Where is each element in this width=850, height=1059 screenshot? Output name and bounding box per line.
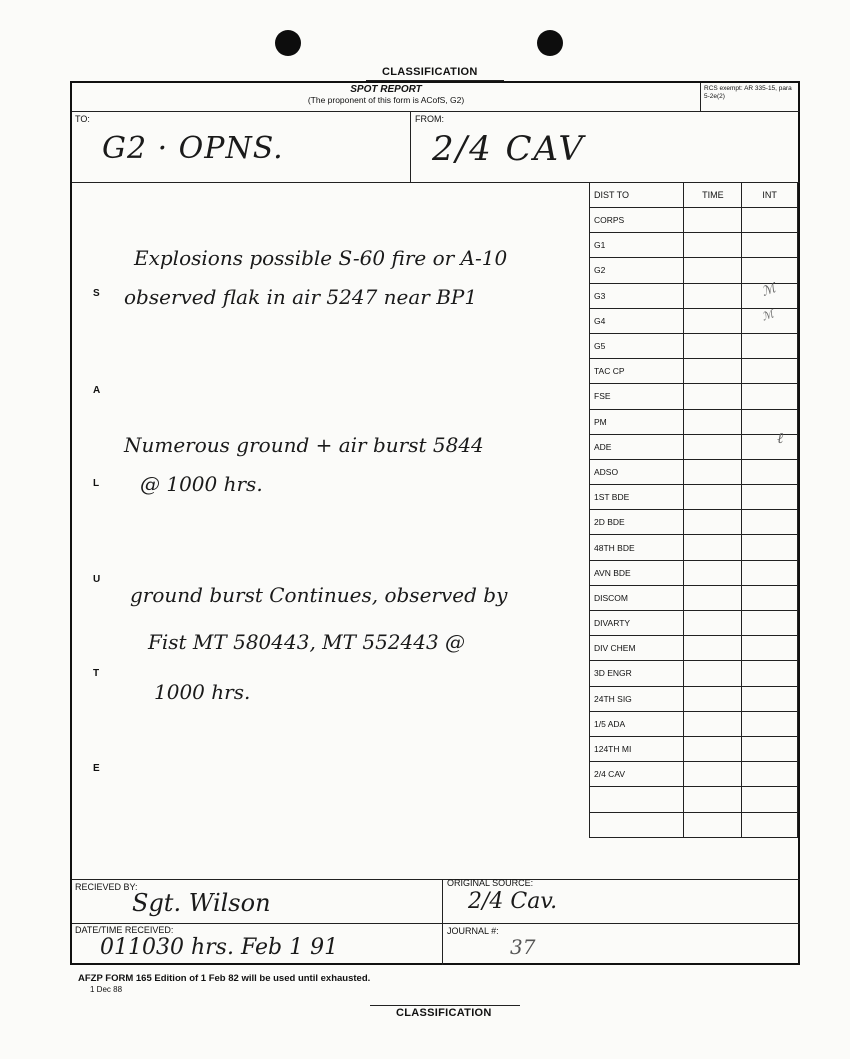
int-cell <box>742 333 798 358</box>
int-cell <box>742 711 798 736</box>
original-source-value: 2/4 Cav. <box>468 889 558 914</box>
int-cell <box>742 661 798 686</box>
int-cell <box>742 258 798 283</box>
dist-unit: 1/5 ADA <box>590 711 684 736</box>
table-row <box>590 535 798 560</box>
narrative-line-3: Numerous ground + air burst 5844 <box>124 433 484 457</box>
time-cell <box>684 233 742 258</box>
bottom-section-rule <box>72 879 800 880</box>
side-letter-e: E <box>93 763 100 774</box>
dist-unit: DISCOM <box>590 585 684 610</box>
dist-unit: ADSO <box>590 459 684 484</box>
time-cell <box>684 560 742 585</box>
form-title: SPOT REPORT <box>350 84 422 95</box>
int-cell <box>742 359 798 384</box>
form-header <box>72 83 700 111</box>
dist-unit: G1 <box>590 233 684 258</box>
bottom-section-divider <box>442 879 443 965</box>
int-cell <box>742 585 798 610</box>
side-letter-s: S <box>93 288 100 299</box>
journal-label: JOURNAL #: <box>447 926 499 936</box>
dist-unit: DIV CHEM <box>590 636 684 661</box>
dist-unit: G2 <box>590 258 684 283</box>
header-rule <box>72 111 800 112</box>
to-label: TO: <box>75 114 90 124</box>
time-cell <box>684 384 742 409</box>
dist-unit: 48TH BDE <box>590 535 684 560</box>
original-source-label: ORIGINAL SOURCE: <box>447 878 534 888</box>
initial-mark-g3: ℳ <box>759 281 779 300</box>
int-cell <box>742 736 798 761</box>
punch-hole-left <box>275 30 301 56</box>
form-footer-id: AFZP FORM 165 Edition of 1 Feb 82 will be used until exhausted. <box>78 973 371 984</box>
dist-unit: G5 <box>590 333 684 358</box>
table-row <box>590 434 798 459</box>
time-cell <box>684 736 742 761</box>
table-row <box>590 333 798 358</box>
table-row <box>590 384 798 409</box>
table-row <box>590 762 798 787</box>
dist-unit: FSE <box>590 384 684 409</box>
received-by-value: Sgt. Wilson <box>132 889 271 917</box>
time-cell <box>684 585 742 610</box>
int-cell <box>742 636 798 661</box>
table-row <box>590 787 798 812</box>
dist-unit: CORPS <box>590 208 684 233</box>
table-row <box>590 636 798 661</box>
time-cell <box>684 283 742 308</box>
dist-unit: PM <box>590 409 684 434</box>
form-footer-date: 1 Dec 88 <box>90 985 123 994</box>
distribution-header-row <box>590 183 798 208</box>
table-row <box>590 686 798 711</box>
time-cell <box>684 434 742 459</box>
table-row <box>590 560 798 585</box>
time-cell <box>684 409 742 434</box>
int-cell <box>742 485 798 510</box>
table-row <box>590 510 798 535</box>
dist-unit: TAC CP <box>590 359 684 384</box>
table-row <box>590 233 798 258</box>
dist-unit: 24TH SIG <box>590 686 684 711</box>
time-cell <box>684 333 742 358</box>
dist-to-header: DIST TO <box>590 183 684 208</box>
int-cell <box>742 233 798 258</box>
dist-unit: G4 <box>590 308 684 333</box>
time-cell <box>684 308 742 333</box>
table-row <box>590 585 798 610</box>
dist-unit <box>590 787 684 812</box>
to-from-divider <box>410 111 411 183</box>
from-value: 2/4 CAV <box>432 129 585 169</box>
time-cell <box>684 459 742 484</box>
received-by-label: RECIEVED BY: <box>75 882 138 892</box>
table-row <box>590 661 798 686</box>
from-label: FROM: <box>415 114 444 124</box>
int-cell <box>742 560 798 585</box>
time-cell <box>684 787 742 812</box>
bottom-mid-rule <box>72 923 800 924</box>
int-cell <box>742 787 798 812</box>
side-letter-a: A <box>93 385 101 396</box>
time-cell <box>684 208 742 233</box>
int-cell <box>742 686 798 711</box>
dist-unit: 2/4 CAV <box>590 762 684 787</box>
table-row <box>590 409 798 434</box>
narrative-line-4: @ 1000 hrs. <box>140 472 263 496</box>
dist-unit: AVN BDE <box>590 560 684 585</box>
int-cell <box>742 208 798 233</box>
time-cell <box>684 485 742 510</box>
time-cell <box>684 636 742 661</box>
dist-unit: ADE <box>590 434 684 459</box>
table-row <box>590 485 798 510</box>
int-cell <box>742 459 798 484</box>
dist-unit: DIVARTY <box>590 611 684 636</box>
narrative-line-2: observed flak in air 5247 near BP1 <box>124 285 478 309</box>
time-cell <box>684 686 742 711</box>
rcs-divider <box>700 83 701 111</box>
narrative-line-6: Fist MT 580443, MT 552443 @ <box>148 630 466 654</box>
int-header: INT <box>742 183 798 208</box>
distribution-table <box>589 182 798 838</box>
to-value: G2 · OPNS. <box>102 131 284 166</box>
table-row <box>590 459 798 484</box>
classification-top: CLASSIFICATION <box>382 66 478 78</box>
time-cell <box>684 258 742 283</box>
time-cell <box>684 762 742 787</box>
classification-bottom-rule <box>370 1005 520 1006</box>
dist-unit: 3D ENGR <box>590 661 684 686</box>
int-cell <box>742 409 798 434</box>
side-letter-t: T <box>93 668 100 679</box>
int-cell <box>742 535 798 560</box>
date-time-received-value: 011030 hrs. Feb 1 91 <box>100 935 339 960</box>
table-row <box>590 208 798 233</box>
int-cell <box>742 384 798 409</box>
time-cell <box>684 611 742 636</box>
punch-hole-right <box>537 30 563 56</box>
time-header: TIME <box>684 183 742 208</box>
int-cell <box>742 762 798 787</box>
rcs-note: RCS exempt: AR 335-15, para 5-2e(2) <box>704 85 792 100</box>
journal-value: 37 <box>510 935 536 959</box>
time-cell <box>684 535 742 560</box>
initial-mark-g4: ℳ <box>760 307 776 324</box>
classification-bottom: CLASSIFICATION <box>396 1007 492 1019</box>
time-cell <box>684 711 742 736</box>
int-cell <box>742 510 798 535</box>
int-cell <box>742 812 798 837</box>
table-row <box>590 736 798 761</box>
narrative-line-5: ground burst Continues, observed by <box>130 583 508 607</box>
spot-report-form <box>70 81 800 965</box>
form-subtitle: (The proponent of this form is ACofS, G2) <box>307 95 465 105</box>
time-cell <box>684 661 742 686</box>
time-cell <box>684 812 742 837</box>
dist-unit: 1ST BDE <box>590 485 684 510</box>
table-row <box>590 711 798 736</box>
dist-unit: 124TH MI <box>590 736 684 761</box>
int-cell <box>742 611 798 636</box>
time-cell <box>684 359 742 384</box>
time-cell <box>684 510 742 535</box>
narrative-line-1: Explosions possible S-60 fire or A-10 <box>134 246 508 270</box>
date-time-received-label: DATE/TIME RECEIVED: <box>75 925 174 935</box>
dist-unit <box>590 812 684 837</box>
narrative-line-7: 1000 hrs. <box>154 680 251 704</box>
initial-mark-pm: ℓ <box>777 429 784 447</box>
dist-unit: 2D BDE <box>590 510 684 535</box>
table-row <box>590 812 798 837</box>
table-row <box>590 359 798 384</box>
int-cell <box>742 434 798 459</box>
table-row <box>590 611 798 636</box>
table-row <box>590 258 798 283</box>
side-letter-u: U <box>93 574 101 585</box>
dist-unit: G3 <box>590 283 684 308</box>
side-letter-l: L <box>93 478 100 489</box>
